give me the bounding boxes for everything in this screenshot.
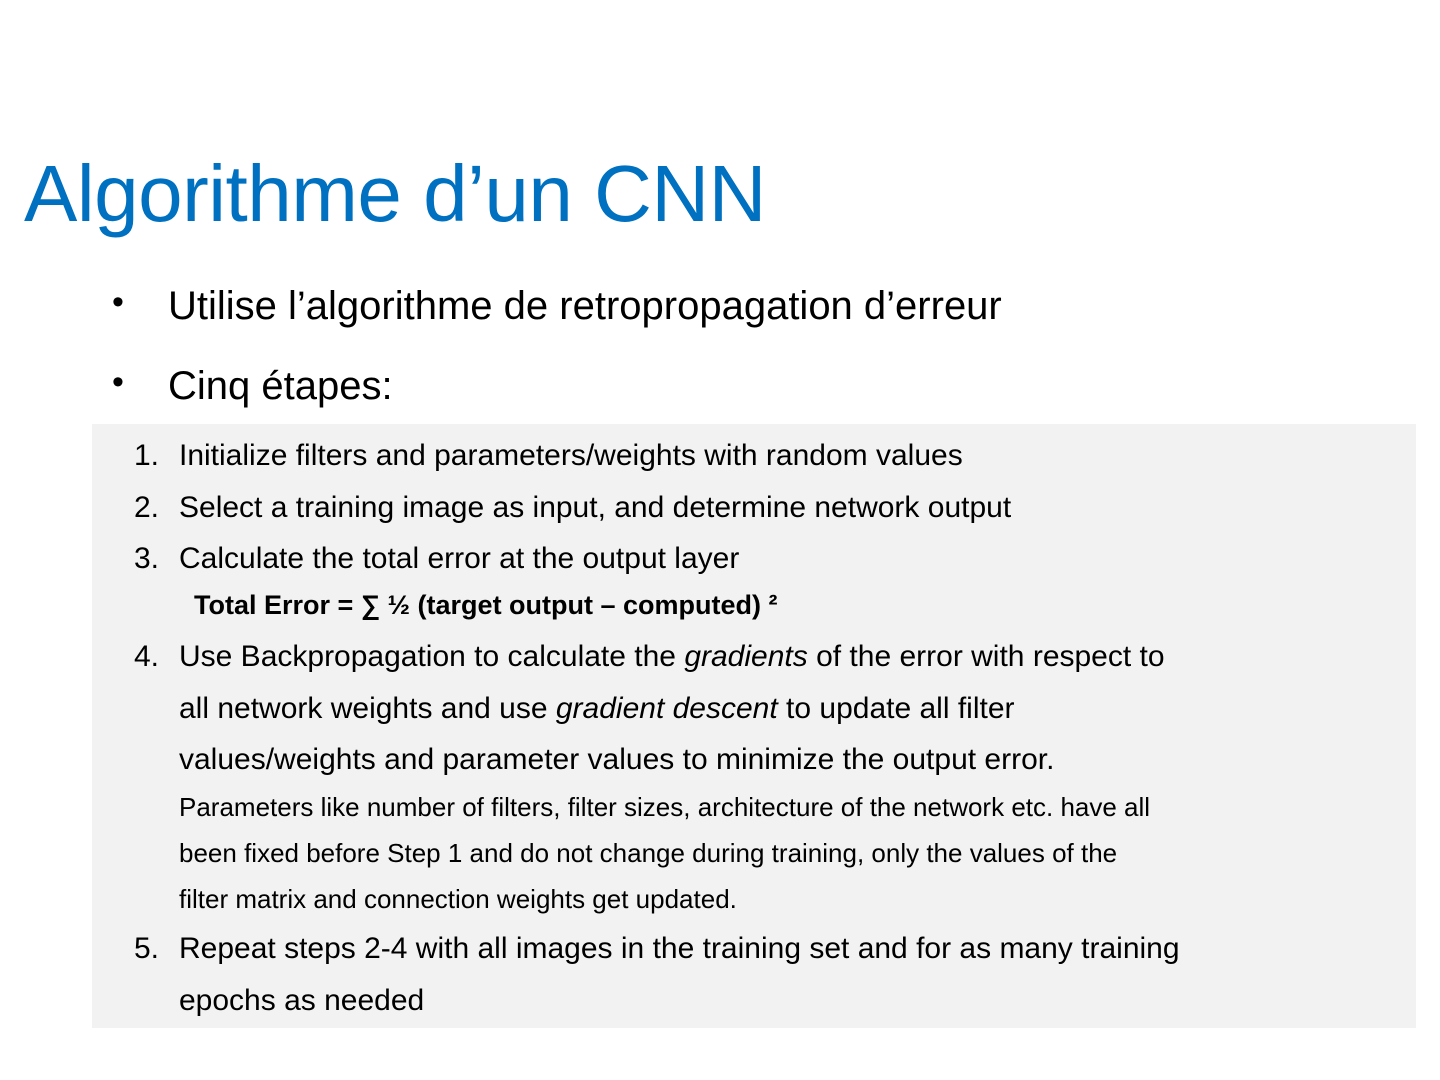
- step-4-line-1: [179, 631, 1404, 683]
- step-number: 4.: [134, 640, 160, 673]
- bullet-text: Utilise l’algorithme de retropropagation d’erreur: [168, 284, 1002, 328]
- step-text: Select a training image as input, and determine network output: [179, 491, 1012, 524]
- step-text: Initialize filters and parameters/weights with random values: [179, 439, 963, 472]
- step-5-line-1: Repeat steps 2-4 with all images in the training set and for as many training: [179, 932, 1180, 965]
- bullet-list: [112, 280, 1002, 440]
- step-4-line-3: values/weights and parameter values to minimize the output error.: [179, 743, 1055, 776]
- bullet-dot-icon: •: [112, 283, 124, 321]
- parameters-note: [179, 784, 1150, 922]
- step-1: [134, 430, 1404, 482]
- step-number: 2.: [134, 491, 160, 524]
- total-error-formula: Total Error = ∑ ½ (target output – computed) ²: [194, 590, 778, 620]
- step-2: [134, 482, 1404, 534]
- step-text: to update all filter: [777, 691, 1015, 725]
- step-number: 5.: [134, 932, 160, 965]
- step-number: 1.: [134, 439, 160, 472]
- step-5: [134, 923, 1404, 1026]
- note-line-3: filter matrix and connection weights get updated.: [179, 884, 737, 914]
- step-3: [134, 533, 1404, 585]
- step-text: all network weights and use: [179, 691, 556, 725]
- gradients-term: gradients: [684, 640, 808, 673]
- step-4: [134, 631, 1404, 786]
- step-text: Use Backpropagation to calculate the: [179, 640, 685, 673]
- slide-title: Algorithme d’un CNN: [24, 149, 766, 238]
- step-4-line-2: [179, 683, 1404, 735]
- note-line-2: been fixed before Step 1 and do not change during training, only the values of the: [179, 838, 1118, 868]
- bullet-text: Cinq étapes:: [168, 364, 393, 408]
- note-line-1: Parameters like number of filters, filter sizes, architecture of the network etc. have all: [179, 792, 1151, 822]
- step-text: of the error with respect to: [807, 640, 1165, 673]
- bullet-item-steps: [112, 360, 1002, 412]
- bullet-dot-icon: •: [112, 363, 124, 401]
- steps-box: [92, 424, 1416, 1028]
- step-number: 3.: [134, 542, 160, 575]
- gradient-descent-term: gradient descent: [555, 691, 778, 725]
- bullet-item-backprop: [112, 280, 1002, 332]
- step-text: Calculate the total error at the output layer: [179, 542, 740, 575]
- step-5-line-2: epochs as needed: [179, 983, 425, 1017]
